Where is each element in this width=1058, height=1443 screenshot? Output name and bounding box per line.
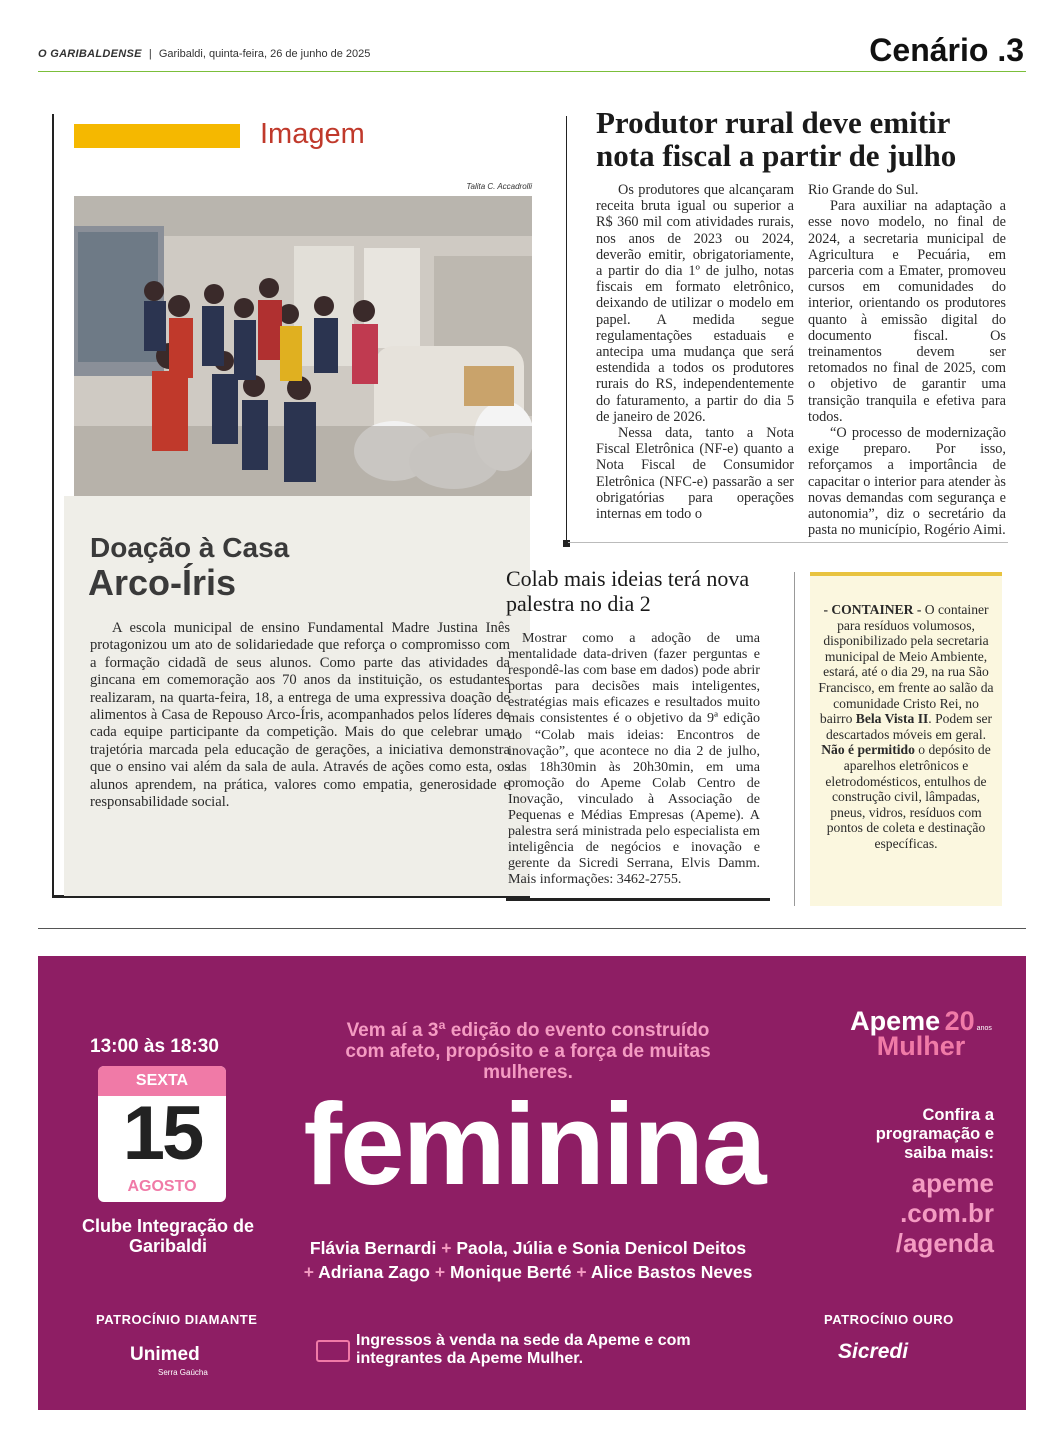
column-rule xyxy=(794,572,795,906)
container-not-allowed: Não é permitido xyxy=(821,742,915,758)
speaker: Monique Berté xyxy=(449,1262,572,1282)
speaker: Adriana Zago xyxy=(318,1262,430,1282)
imagem-section xyxy=(52,114,530,898)
ticket-icon xyxy=(316,1340,350,1362)
unimed-logo: Unimed xyxy=(130,1344,200,1365)
section-title: Cenário .3 xyxy=(869,32,1024,68)
event-venue: Clube Integração de Garibaldi xyxy=(81,1216,255,1256)
colab-body: Mostrar como a adoção de uma mentalidade data-driven (fazer perguntas e respondê-las com base em dados) pode abrir portas para decisões mais inteligentes, estratégias mais eficazes e resultados muito mais consistentes é o objetivo da 9ª edição do “Colab mais ideias: Encontros de inovação”, que acontece no dia 2 de julho, das 18h30min às 20h30min, em uma promoção do Apeme Colab Centro de Inovação, vinculado à Associação de Pequenas e Médias Empresas (Apeme). A palestra será ministrada pelo especialista em inteligência de negócios e inovação e gerente da Sicredi Serrana, Elvis Damm. Mais informações: 3462-2755. xyxy=(508,630,760,888)
plus-sign: + xyxy=(576,1262,587,1282)
ticket-info: Ingressos à venda na sede da Apeme e com integrantes da Apeme Mulher. xyxy=(356,1332,691,1367)
article-bottom-rule xyxy=(568,542,1008,543)
feminina-advertisement xyxy=(38,956,1026,1410)
container-text-part: o depósito de aparelhos eletrônicos e eletrodomésticos, entulhos de construção civil, lâmpadas, pneus, vidros, resíduos com pontos de coleta e destinação específicas. xyxy=(825,742,991,851)
brand-apeme: Apeme xyxy=(850,1006,941,1036)
publication-name: O GARIBALDENSE xyxy=(38,48,142,60)
doacao-body: A escola municipal de ensino Fundamental Madre Justina Inês protagonizou um ato de solidariedade que reforça o compromisso com a formação cidadã de seus alunos. Como parte das atividades da gincana em comemoração aos 70 anos da instituição, os estudantes realizaram, na quarta-feira, 18, a entrega de uma expressiva doação de alimentos à Casa de Repouso Arco-Íris, acompanhados pelos líderes de cada equipe participante da competição. Mais do que celebrar uma trajetória marcada pela educação de gerações, a iniciativa demonstra que o ensino vai além da sala de aula. Através de ações como esta, os alunos aprendem, na prática, valores como empatia, generosidade e responsabilidade social. xyxy=(90,620,510,811)
sicredi-logo: Sicredi xyxy=(838,1340,909,1363)
apeme-mulher-logo xyxy=(846,1006,996,1062)
plus-sign: + xyxy=(441,1238,452,1258)
unimed-logo-sub: Serra Gaúcha xyxy=(158,1368,208,1377)
agenda-link[interactable]: apeme .com.br /agenda xyxy=(895,1168,994,1258)
group-photo xyxy=(74,196,532,496)
event-month: AGOSTO xyxy=(127,1178,197,1195)
photo-credit: Talita C. Accadrolli xyxy=(466,182,532,191)
container-bairro: Bela Vista II xyxy=(855,711,929,727)
brand-years-label: anos xyxy=(976,1025,992,1032)
header-dateline-group xyxy=(38,48,370,60)
container-notice-text xyxy=(818,602,994,852)
colab-headline: Colab mais ideias terá nova palestra no dia 2 xyxy=(506,566,750,616)
doacao-title-line2: Arco-Íris xyxy=(88,562,237,603)
event-speakers xyxy=(238,1236,818,1284)
column-rule xyxy=(566,116,567,544)
event-calendar xyxy=(98,1066,226,1202)
plus-sign: + xyxy=(434,1262,446,1282)
section-color-bar xyxy=(74,124,240,148)
colab-bottom-rule xyxy=(506,898,770,901)
program-callout: Confira a programação e saiba mais: xyxy=(875,1106,994,1162)
speaker: Paola, Júlia e Sonia Denicol Deitos xyxy=(456,1238,747,1258)
produtor-paragraph: Nessa data, tanto a Nota Fiscal Eletrônica (NF-e) quanto a Nota Fiscal de Consumidor Eletrônica (NFC-e) passarão a ser obrigatórias para operações internas em todo o xyxy=(596,425,794,523)
speaker: Flávia Bernardi xyxy=(309,1238,437,1258)
produtor-paragraph: “O processo de modernização exige preparo. Por isso, reforçamos a importância de capacitar o interior para atender às novas demandas com segurança e autonomia”, diz o secretário da pasta no município, Rogério Aimi. xyxy=(808,425,1006,539)
brand-mulher: Mulher xyxy=(876,1031,966,1061)
event-day: 15 xyxy=(122,1091,202,1176)
doacao-title-line1: Doação à Casa xyxy=(90,532,290,563)
produtor-headline: Produtor rural deve emitir nota fiscal a partir de julho xyxy=(596,105,957,173)
produtor-paragraph: Rio Grande do Sul. xyxy=(808,182,919,198)
produtor-column-2 xyxy=(808,182,1006,538)
speaker: Alice Bastos Neves xyxy=(590,1262,753,1282)
container-lead: - CONTAINER - xyxy=(823,602,922,617)
header-separator: | xyxy=(148,48,152,60)
dateline: Garibaldi, quinta-feira, 26 de junho de 2025 xyxy=(158,48,371,60)
produtor-paragraph: Para auxiliar na adaptação a esse novo modelo, no final de 2024, a secretaria municipal de Agricultura e Pecuária, em parceria com a Emater, promoveu cursos em comunidades do interior, orientando os produtores quanto à emissão digital do documento fiscal. Os treinamentos devem ser retomados no final de 2025, com o objetivo de garantir uma transição tranquila e efetiva para todos. xyxy=(808,198,1006,425)
container-text-part: O container para resíduos volumosos, disponibilizado pela secretaria municipal de Meio Ambiente, estará, até o dia 29, na rua São Francisco, em frente ao salão da comunidade Cristo Rei, no bairro xyxy=(818,602,994,727)
container-notice-box xyxy=(810,572,1002,906)
event-name: feminina xyxy=(303,1079,765,1209)
brand-years: 20 xyxy=(944,1006,975,1036)
page-header xyxy=(38,30,1026,72)
event-time: 13:00 às 18:30 xyxy=(90,1036,219,1057)
sponsor-gold-label: PATROCÍNIO OURO xyxy=(824,1312,954,1327)
doacao-article xyxy=(64,496,530,896)
group-photo-illustration xyxy=(74,196,532,496)
produtor-column-1 xyxy=(596,182,794,522)
section-separator xyxy=(38,928,1026,929)
event-weekday: SEXTA xyxy=(98,1066,226,1096)
produtor-paragraph: Os produtores que alcançaram receita bruta igual ou superior a R$ 360 mil com atividades rurais, nos anos de 2023 ou 2024, deverão emitir, obrigatoriamente, a partir do dia 1º de julho, notas fiscais em formato eletrônico, deixando de utilizar o modelo em papel. A medida segue regulamentações estaduais e antecipa uma mudança que será estendida a todos os produtores rurais do RS, independentemente do faturamento, a partir do dia 5 de janeiro de 2026. xyxy=(596,182,794,425)
event-intro: Vem aí a 3ª edição do evento construído com afeto, propósito e a força de muitas mulheres. xyxy=(345,1020,711,1083)
plus-sign: + xyxy=(303,1262,314,1282)
sponsor-diamond-label: PATROCÍNIO DIAMANTE xyxy=(96,1312,258,1327)
imagem-label: Imagem xyxy=(260,118,365,150)
container-text-part: . Podem ser descartados móveis em geral. xyxy=(825,711,993,742)
